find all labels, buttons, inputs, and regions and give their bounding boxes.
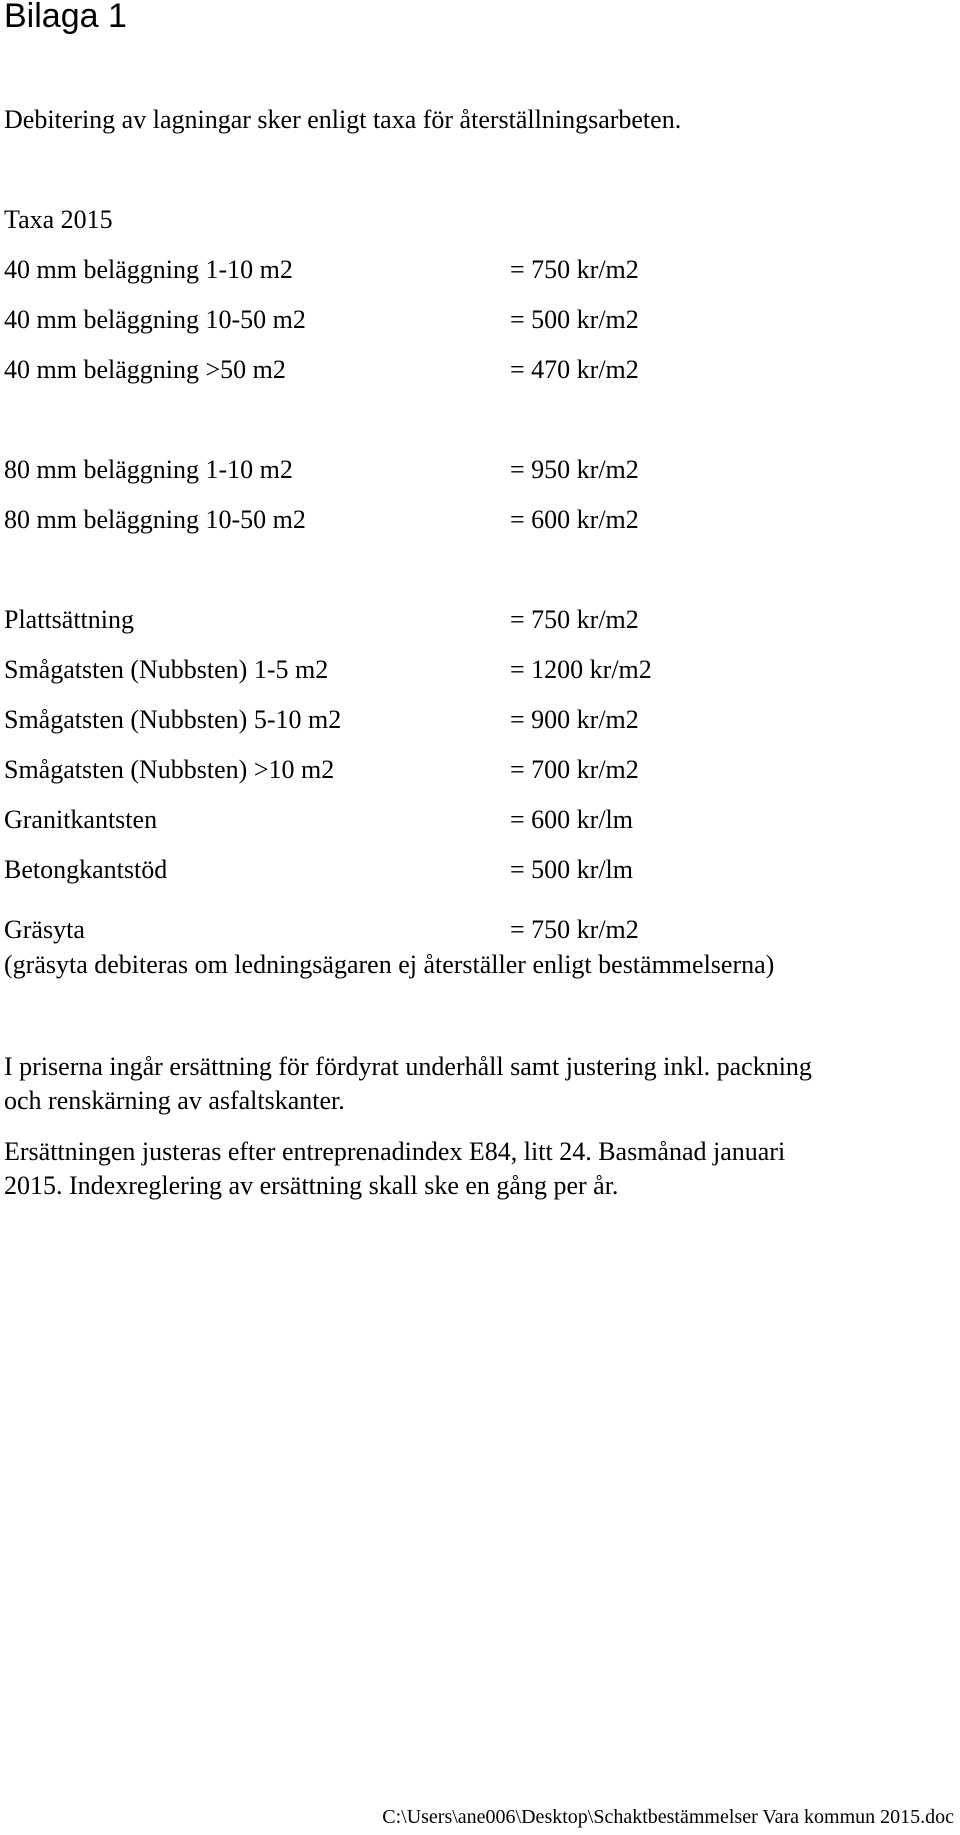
- tariff-price: = 500 kr/lm: [510, 855, 633, 884]
- tariff-item: Smågatsten (Nubbsten) 5-10 m2: [4, 705, 342, 734]
- tariff-row: [4, 755, 954, 785]
- tariff-price: = 750 kr/m2: [510, 255, 639, 284]
- tariff-row: [4, 605, 954, 635]
- prices-include-line: och renskärning av asfaltskanter.: [4, 1086, 345, 1115]
- tariff-price: = 750 kr/m2: [510, 915, 639, 944]
- tariff-item: 40 mm beläggning 1-10 m2: [4, 255, 293, 284]
- tariff-row: [4, 855, 954, 885]
- tariff-price: = 470 kr/m2: [510, 355, 639, 384]
- tariff-item: Betongkantstöd: [4, 855, 168, 884]
- tariff-price: = 1200 kr/m2: [510, 655, 652, 684]
- tariff-row: [4, 255, 954, 285]
- tariff-item: 40 mm beläggning >50 m2: [4, 355, 286, 384]
- appendix-heading: Bilaga 1: [4, 0, 127, 35]
- index-adjustment-line: Ersättningen justeras efter entreprenadindex E84, litt 24. Basmånad januari: [4, 1137, 786, 1166]
- tariff-row: [4, 705, 954, 735]
- tariff-row: [4, 505, 954, 535]
- tariff-item: Gräsyta: [4, 915, 85, 944]
- index-adjustment-line: 2015. Indexreglering av ersättning skall ske en gång per år.: [4, 1171, 619, 1200]
- tariff-price: = 500 kr/m2: [510, 305, 639, 334]
- tariff-row: [4, 305, 954, 335]
- tariff-price: = 900 kr/m2: [510, 705, 639, 734]
- tariff-item: Smågatsten (Nubbsten) 1-5 m2: [4, 655, 329, 684]
- tariff-row: [4, 355, 954, 385]
- tariff-row: [4, 915, 954, 945]
- tariff-item: 80 mm beläggning 10-50 m2: [4, 505, 306, 534]
- tariff-row: [4, 805, 954, 835]
- tariff-item: 80 mm beläggning 1-10 m2: [4, 455, 293, 484]
- tariff-row: [4, 655, 954, 685]
- tariff-item: 40 mm beläggning 10-50 m2: [4, 305, 306, 334]
- intro-text: Debitering av lagningar sker enligt taxa för återställningsarbeten.: [4, 105, 682, 134]
- document-file-path: C:\Users\ane006\Desktop\Schaktbestämmelser Vara kommun 2015.doc: [382, 1806, 954, 1828]
- tariff-price: = 600 kr/lm: [510, 805, 633, 834]
- tariff-item: Granitkantsten: [4, 805, 158, 834]
- tariff-price: = 750 kr/m2: [510, 605, 639, 634]
- tariff-title: Taxa 2015: [4, 205, 113, 234]
- tariff-price: = 700 kr/m2: [510, 755, 639, 784]
- tariff-item: Smågatsten (Nubbsten) >10 m2: [4, 755, 335, 784]
- prices-include-line: I priserna ingår ersättning för fördyrat underhåll samt justering inkl. packning: [4, 1052, 812, 1081]
- grass-note: (gräsyta debiteras om ledningsägaren ej återställer enligt bestämmelserna): [4, 950, 775, 979]
- tariff-price: = 600 kr/m2: [510, 505, 639, 534]
- tariff-price: = 950 kr/m2: [510, 455, 639, 484]
- tariff-item: Plattsättning: [4, 605, 134, 634]
- tariff-row: [4, 455, 954, 485]
